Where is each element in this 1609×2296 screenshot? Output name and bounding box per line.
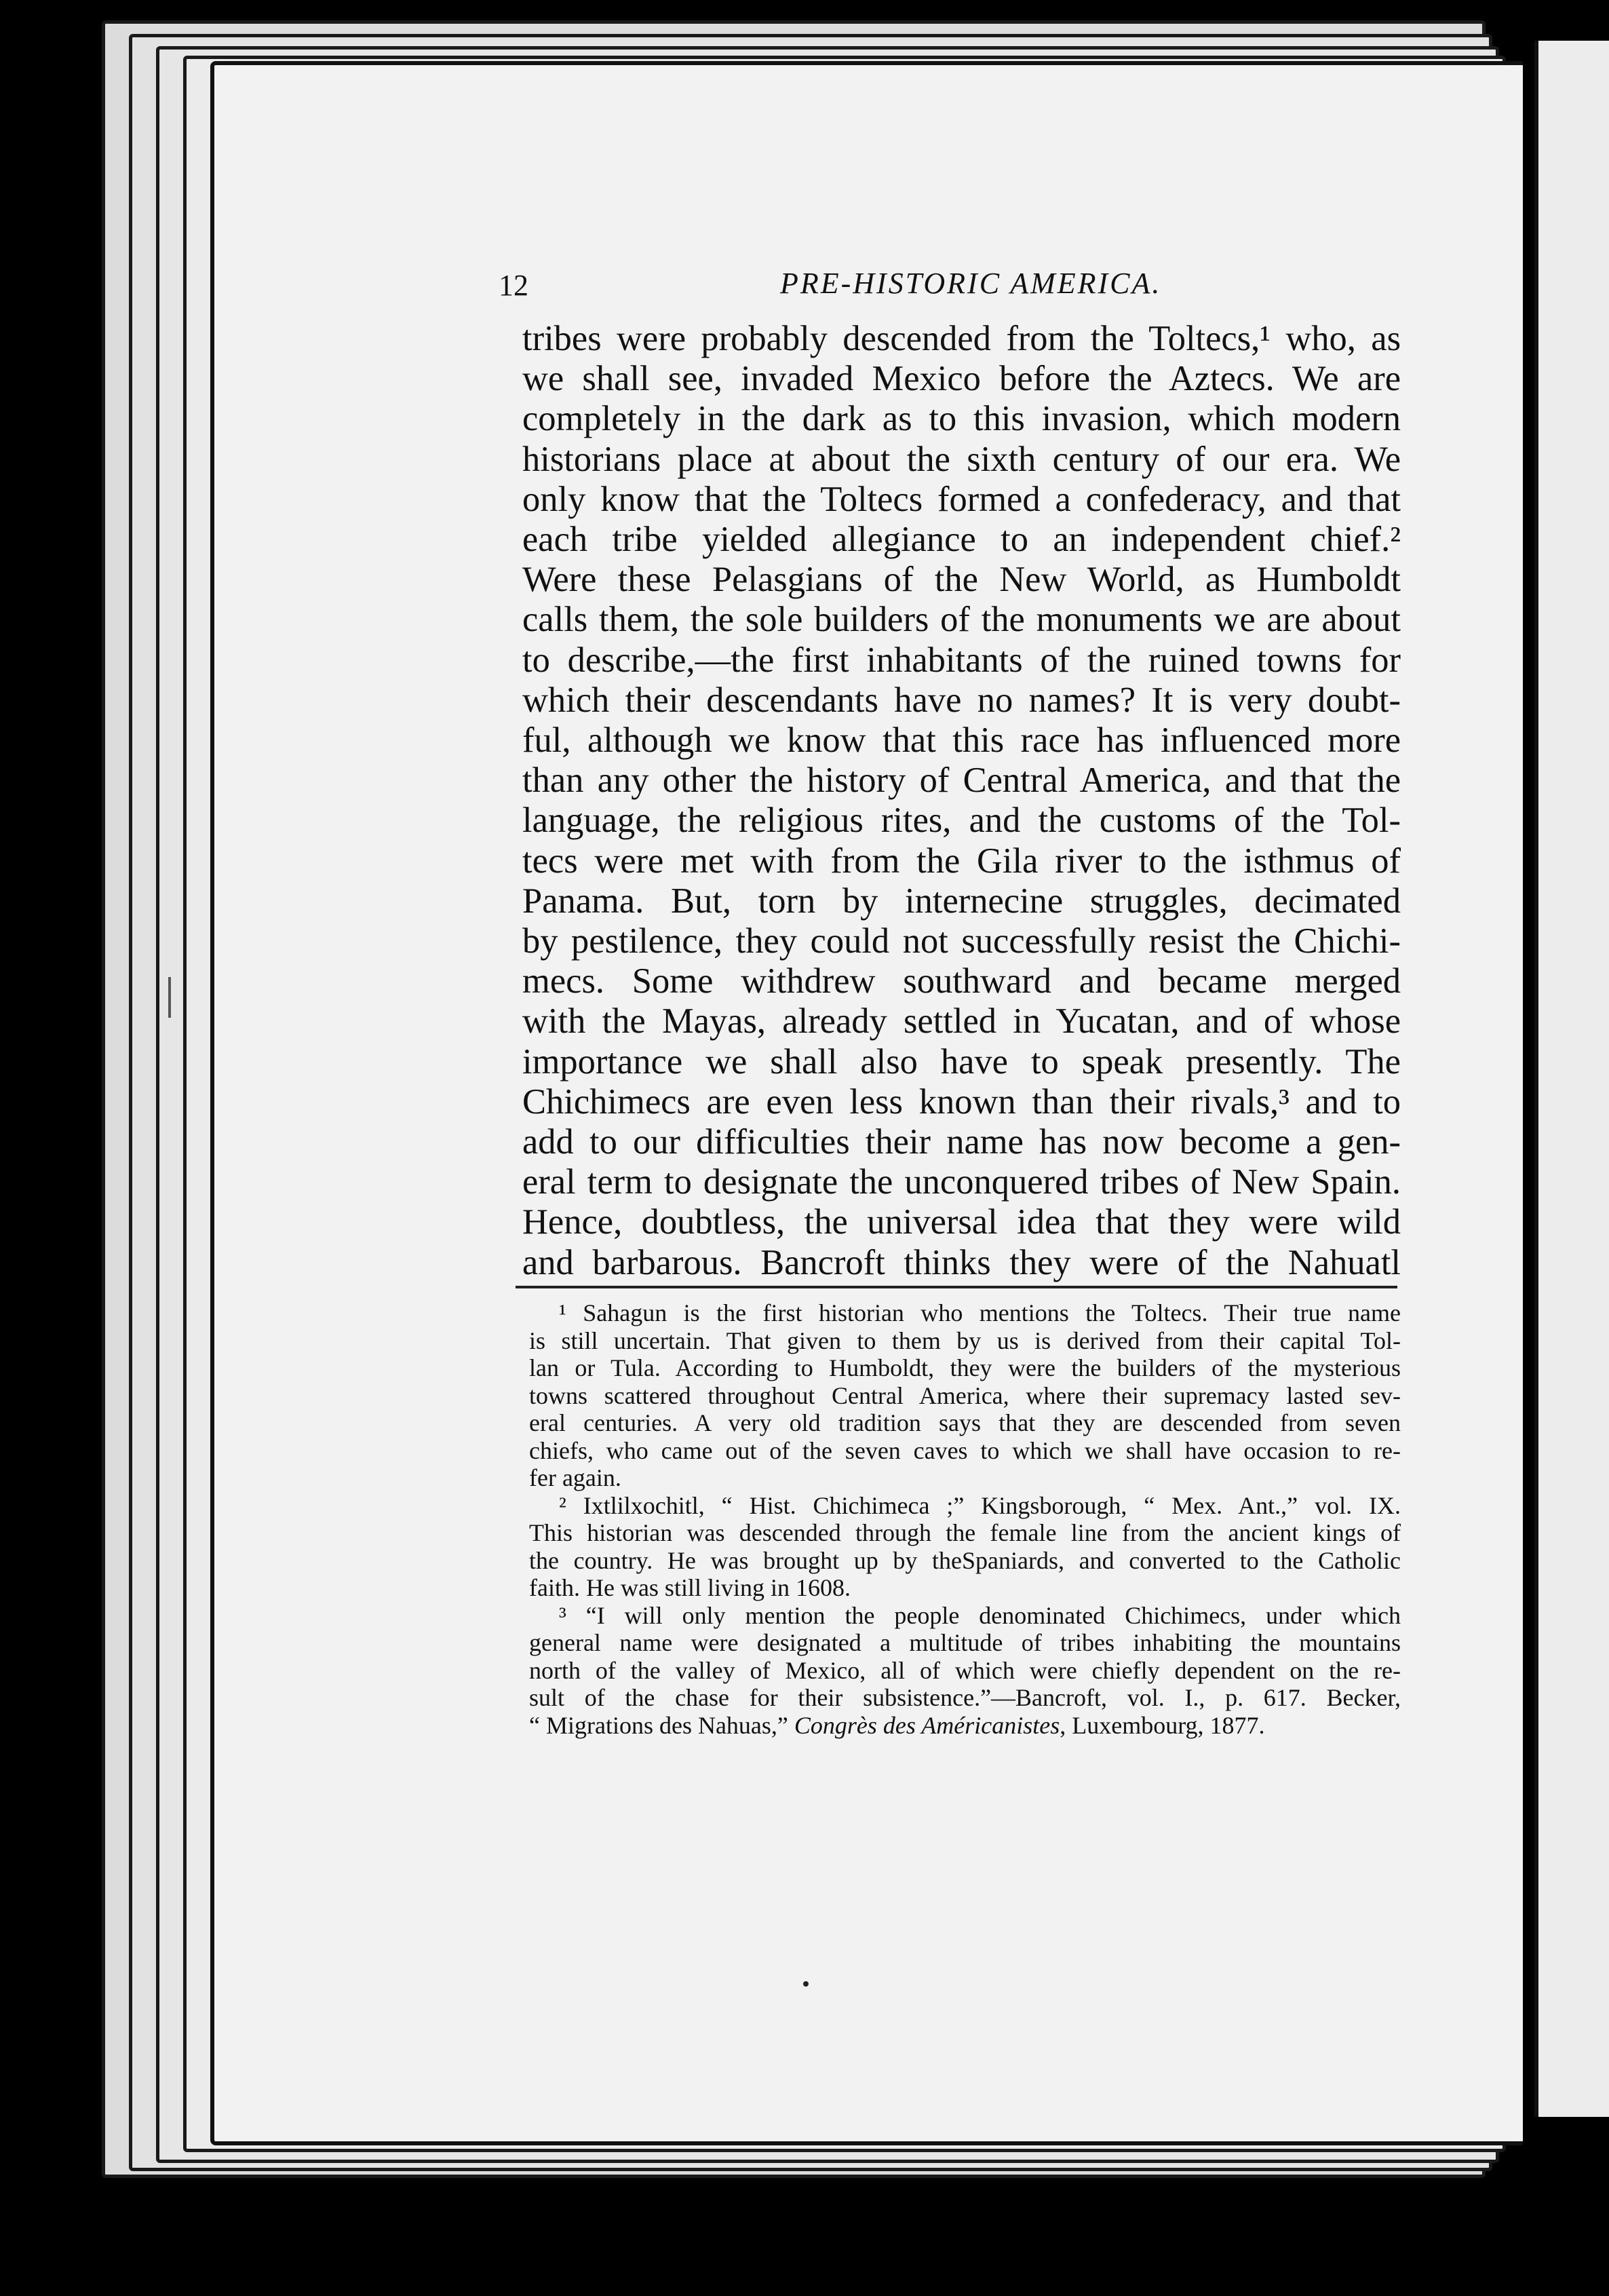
body-line: add to our difficulties their name has now become a gen-	[522, 1122, 1401, 1162]
body-line: completely in the dark as to this invasion, which modern	[522, 399, 1401, 439]
footnote-line: This historian was descended through the female line from the ancient kings of	[529, 1519, 1401, 1546]
footnote-line: sult of the chase for their subsistence.”—Bancroft, vol. I., p. 617. Becker,	[529, 1684, 1401, 1711]
footnote-rule	[516, 1286, 1397, 1288]
facing-page-edge	[1534, 41, 1609, 2117]
footnote-line: chiefs, who came out of the seven caves to which we shall have occasion to re-	[529, 1436, 1401, 1464]
footnote-line: ¹ Sahagun is the first historian who mentions the Toltecs. Their true name	[559, 1299, 1401, 1326]
body-line: which their descendants have no names? It is very doubt-	[522, 680, 1401, 720]
footnote-line: general name were designated a multitude of tribes inhabiting the mountains	[529, 1629, 1401, 1656]
page-mark	[168, 977, 171, 1018]
body-line: ful, although we know that this race has influenced more	[522, 721, 1401, 761]
footnote-text: “ Migrations des Nahuas,”	[529, 1711, 794, 1739]
footnote-line: north of the valley of Mexico, all of which were chiefly dependent on the re-	[529, 1656, 1401, 1684]
footnotes	[529, 1299, 1401, 1739]
body-line: calls them, the sole builders of the monuments we are about	[522, 600, 1401, 640]
body-line: language, the religious rites, and the customs of the Tol-	[522, 801, 1401, 841]
body-line: by pestilence, they could not successfully resist the Chichi-	[522, 921, 1401, 961]
footnote-line: the country. He was brought up by theSpaniards, and converted to the Catholic	[529, 1546, 1401, 1574]
footnote-line: lan or Tula. According to Humboldt, they were the builders of the mysterious	[529, 1354, 1401, 1381]
footnote-line: eral centuries. A very old tradition says that they are descended from seven	[529, 1409, 1401, 1436]
body-line: importance we shall also have to speak presently. The	[522, 1041, 1401, 1082]
body-line: mecs. Some withdrew southward and became merged	[522, 961, 1401, 1001]
page-number: 12	[499, 269, 528, 302]
footnote-line: is still uncertain. That given to them by us is derived from their capital Tol-	[529, 1326, 1401, 1354]
body-line: historians place at about the sixth century of our era. We	[522, 439, 1401, 479]
body-line: Chichimecs are even less known than their rivals,³ and to	[522, 1082, 1401, 1122]
body-line: we shall see, invaded Mexico before the Aztecs. We are	[522, 359, 1401, 399]
body-line: each tribe yielded allegiance to an independent chief.²	[522, 520, 1401, 560]
page-speck	[803, 1981, 809, 1987]
body-line: to describe,—the first inhabitants of the ruined towns for	[522, 640, 1401, 680]
footnote-line: ² Ixtlilxochitl, “ Hist. Chichimeca ;” Kingsborough, “ Mex. Ant.,” vol. IX.	[559, 1491, 1401, 1519]
body-line: and barbarous. Bancroft thinks they were of the Nahuatl	[522, 1242, 1401, 1282]
body-line: only know that the Toltecs formed a confederacy, and that	[522, 479, 1401, 519]
body-line: eral term to designate the unconquered tribes of New Spain.	[522, 1162, 1401, 1202]
running-head: PRE-HISTORIC AMERICA.	[780, 267, 1162, 300]
body-line: Panama. But, torn by internecine struggles, decimated	[522, 881, 1401, 921]
footnote-line: towns scattered throughout Central America, where their supremacy lasted sev-	[529, 1381, 1401, 1409]
body-line: with the Mayas, already settled in Yucatan, and of whose	[522, 1001, 1401, 1041]
footnote-line: faith. He was still living in 1608.	[529, 1574, 851, 1601]
footnote-italic-title: Congrès des Américanistes	[794, 1711, 1060, 1739]
body-line: Were these Pelasgians of the New World, as Humboldt	[522, 560, 1401, 600]
footnote-line	[529, 1712, 1401, 1740]
body-text	[522, 319, 1401, 1283]
body-line: than any other the history of Central America, and that the	[522, 761, 1401, 801]
footnote-text: , Luxembourg, 1877.	[1060, 1711, 1265, 1739]
body-line: tribes were probably descended from the Toltecs,¹ who, as	[522, 319, 1401, 358]
footnote-line: ³ “I will only mention the people denominated Chichimecs, under which	[559, 1601, 1401, 1629]
footnote-line: fer again.	[529, 1464, 621, 1491]
body-line: tecs were met with from the Gila river to the isthmus of	[522, 841, 1401, 881]
body-line: Hence, doubtless, the universal idea that they were wild	[522, 1202, 1401, 1242]
